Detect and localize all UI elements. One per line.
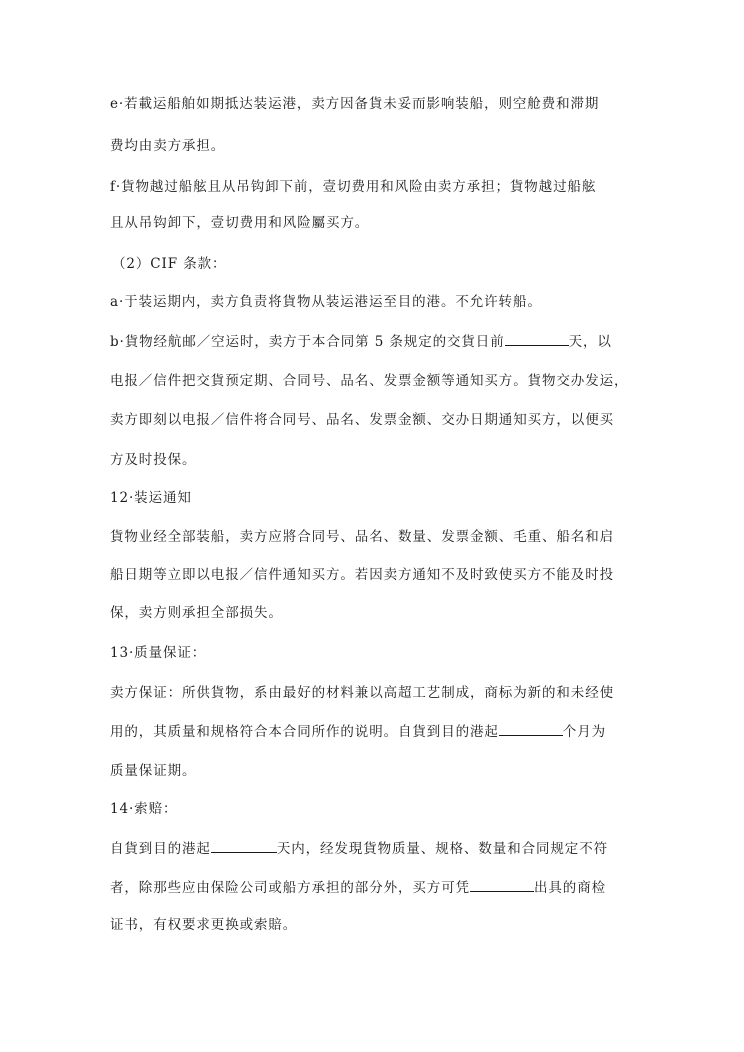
cif-clause-b-line-4 xyxy=(110,451,196,469)
clause-e-line-2 xyxy=(110,137,225,155)
clause-text: 出具的商检 xyxy=(534,880,606,896)
section-heading: 14·索赔： xyxy=(110,801,178,817)
clause-text: 且从吊钩卸下，壹切费用和风险屬买方。 xyxy=(110,215,370,231)
section-heading: （2）CIF 条款： xyxy=(112,256,227,272)
cif-heading xyxy=(112,255,226,273)
fill-blank-months[interactable] xyxy=(499,722,563,736)
fill-blank-claim-days[interactable] xyxy=(211,839,277,853)
clause-text: a·于装运期内，卖方負责将貨物从装运港运至目的港。不允许转船。 xyxy=(110,294,542,310)
section-12-heading xyxy=(110,489,192,507)
clause-text: 电报／信件把交貨预定期、合同号、品名、发票金额等通知买方。貨物交办发运， xyxy=(110,373,629,389)
clause-text: e·若載运船舶如期抵达装运港，卖方因备貨未妥而影响装船，则空舱费和滞期 xyxy=(110,96,600,112)
clause-e-line-1 xyxy=(110,95,599,113)
cif-clause-b-line-2 xyxy=(110,372,628,390)
clause-text: 自貨到目的港起 xyxy=(110,841,211,857)
section-13-heading xyxy=(110,644,206,662)
clause-text: 天，以 xyxy=(568,334,612,350)
cif-clause-b-line-1 xyxy=(110,332,612,351)
clause-text: 个月为 xyxy=(562,724,607,740)
cif-clause-b-line-3 xyxy=(110,411,614,429)
clause-text: 船日期等立即以电报／信件通知买方。若因卖方通知不及时致使买方不能及时投 xyxy=(110,567,614,583)
section-12-line-2 xyxy=(110,566,614,584)
section-14-line-2 xyxy=(110,878,606,897)
clause-text: b·貨物经航邮／空运时，卖方于本合同第 5 条规定的交貨日前 xyxy=(110,334,505,350)
clause-text: 卖方保证：所供貨物，系由最好的材料兼以高超工艺制成，商标为新的和未经使 xyxy=(110,685,614,701)
clause-text: 证书，有权要求更换或索賠。 xyxy=(110,917,298,933)
cif-clause-a xyxy=(110,293,542,311)
clause-text: 保，卖方则承担全部损失。 xyxy=(110,605,283,621)
clause-text: 天内，经发現貨物质量、规格、数量和合同规定不符 xyxy=(276,841,609,857)
clause-f-line-1 xyxy=(110,178,596,196)
clause-text: 费均由卖方承担。 xyxy=(110,138,226,154)
section-14-line-1 xyxy=(110,839,608,858)
clause-text: 方及时投保。 xyxy=(110,452,197,468)
section-14-heading xyxy=(110,800,177,818)
section-12-line-1 xyxy=(110,528,614,546)
clause-text: 貨物业经全部装船，卖方应將合同号、品名、数量、发票金额、毛重、船名和启 xyxy=(110,529,614,545)
section-13-line-1 xyxy=(110,684,614,702)
fill-blank-days[interactable] xyxy=(505,332,569,346)
clause-text: 者，除那些应由保险公司或船方承担的部分外，买方可凭 xyxy=(110,880,470,896)
section-heading: 13·质量保证： xyxy=(110,645,207,661)
section-heading: 12·装运通知 xyxy=(110,490,192,506)
clause-text: 卖方即刻以电报／信件将合同号、品名、发票金额、交办日期通知买方，以便买 xyxy=(110,412,614,428)
clause-text: 用的，其质量和规格符合本合同所作的说明。自貨到目的港起 xyxy=(110,724,499,740)
clause-text: f·貨物越过船舷且从吊钩卸下前，壹切费用和风险由卖方承担；貨物越过船舷 xyxy=(110,179,597,195)
section-13-line-2 xyxy=(110,722,606,741)
fill-blank-inspector[interactable] xyxy=(470,878,534,892)
clause-f-line-2 xyxy=(110,214,369,232)
section-13-line-3 xyxy=(110,762,196,780)
section-14-line-3 xyxy=(110,916,297,934)
section-12-line-3 xyxy=(110,604,283,622)
clause-text: 质量保证期。 xyxy=(110,763,197,779)
